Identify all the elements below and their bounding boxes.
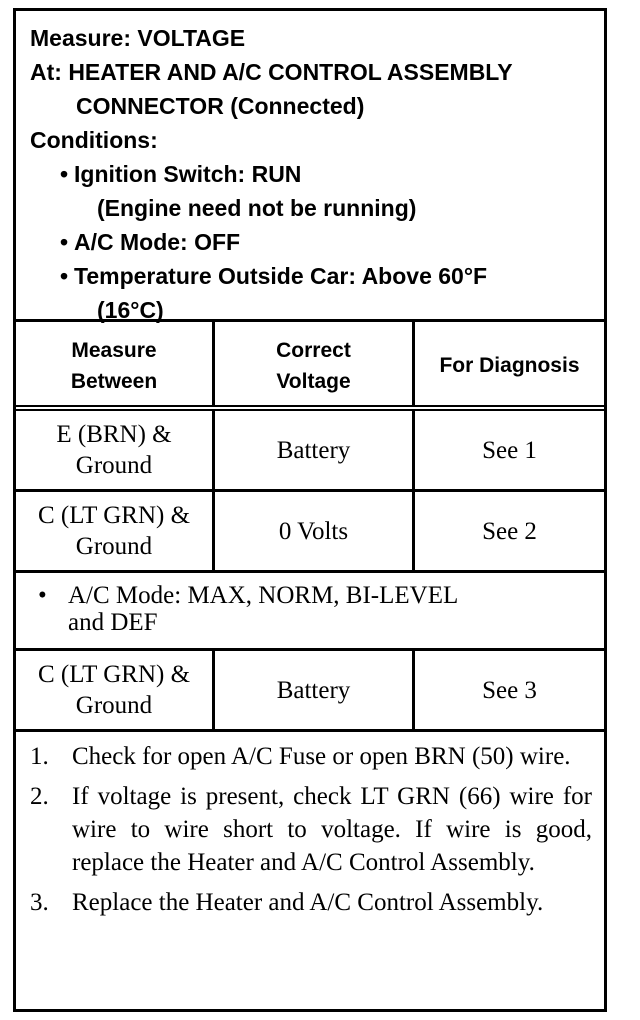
condition-text: Temperature Outside Car: Above 60°F — [74, 263, 488, 289]
correct-voltage-cell: Battery — [215, 411, 415, 489]
diagnostic-chart — [13, 8, 607, 1012]
mode-condition-row — [16, 573, 604, 651]
correct-voltage-cell: 0 Volts — [215, 492, 415, 570]
note-item — [30, 886, 592, 919]
condition-item — [30, 259, 604, 293]
note-number: 2. — [30, 783, 49, 810]
column-header-correct-voltage: Correct Voltage — [215, 322, 415, 405]
measurement-header — [16, 11, 604, 322]
note-text: Check for open A/C Fuse or open BRN (50) wire. — [72, 743, 571, 770]
diagnosis-notes — [16, 732, 604, 919]
note-number: 1. — [30, 743, 49, 770]
location-line-1: At: HEATER AND A/C CONTROL ASSEMBLY — [30, 59, 513, 85]
note-text: Replace the Heater and A/C Control Assembly. — [72, 889, 544, 916]
measure-between-cell: E (BRN) & Ground — [16, 411, 215, 489]
condition-item — [30, 225, 604, 259]
measure-title: Measure: VOLTAGE — [30, 25, 246, 51]
condition-item — [30, 157, 604, 191]
table-row — [16, 411, 604, 492]
condition-text-continued: (Engine need not be running) — [97, 195, 417, 221]
note-item — [30, 780, 592, 879]
note-item — [30, 740, 592, 773]
table-row — [16, 651, 604, 732]
note-text: If voltage is present, check LT GRN (66) wire for wire to wire short to voltage. If wire is good, replace the Heater and A/C Control Assembly. — [72, 783, 592, 876]
diagnosis-cell: See 3 — [482, 676, 537, 704]
mode-condition-text: A/C Mode: MAX, NORM, BI-LEVEL and DEF — [68, 582, 459, 636]
measure-between-cell: C (LT GRN) & Ground — [16, 492, 215, 570]
condition-text: A/C Mode: OFF — [74, 229, 241, 255]
diagnosis-cell: See 2 — [482, 517, 537, 545]
bullet-icon: • — [60, 161, 69, 187]
diagnosis-cell: See 1 — [482, 436, 537, 464]
correct-voltage-cell: Battery — [215, 651, 415, 729]
measure-between-cell: C (LT GRN) & Ground — [16, 651, 215, 729]
location-line-2: CONNECTOR (Connected) — [76, 93, 365, 119]
column-header-for-diagnosis: For Diagnosis — [439, 354, 580, 377]
bullet-icon: • — [38, 582, 47, 609]
conditions-label: Conditions: — [30, 127, 158, 153]
table-header-row — [16, 322, 604, 411]
column-header-measure-between: Measure Between — [16, 322, 215, 405]
bullet-icon: • — [60, 263, 69, 289]
table-row — [16, 492, 604, 573]
note-number: 3. — [30, 889, 49, 916]
condition-text: Ignition Switch: RUN — [74, 161, 302, 187]
condition-text-continued: (16°C) — [97, 297, 164, 323]
bullet-icon: • — [60, 229, 69, 255]
